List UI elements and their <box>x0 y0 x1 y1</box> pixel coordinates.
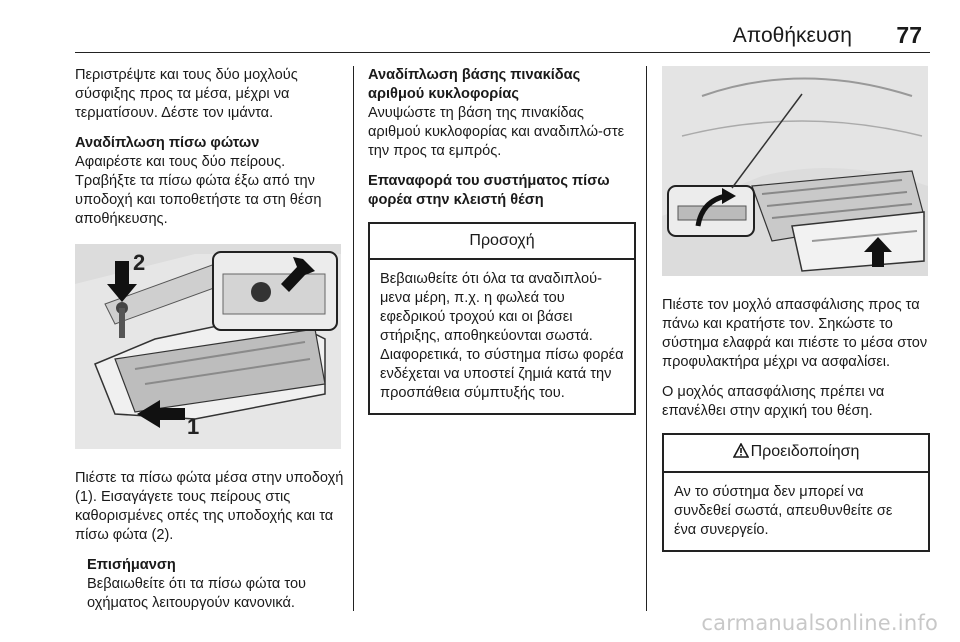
warning-triangle-icon <box>733 443 749 463</box>
column-1 <box>75 66 345 624</box>
paragraph: Πιέστε τον μοχλό απασφάλισης προς τα πάνω και κρατήστε τον. Σηκώστε το σύστημα ελαφρά και πιέστε το μέσα στον προφυλακτήρα μέχρι να ασφαλίσει. <box>662 297 928 370</box>
paragraph: Αφαιρέστε και τους δύο πείρους. Τραβήξτε τα πίσω φώτα έξω από την υποδοχή και τοποθετήστε τα στη θέση αποθήκευσης. <box>75 154 322 227</box>
intro-paragraph: Περιστρέψτε και τους δύο μοχλούς σύσφιξης προς τα μέσα, μέχρι να τερματίσουν. Δέστε τον ιμάντα. <box>75 67 298 121</box>
caution-text: Βεβαιωθείτε ότι όλα τα αναδιπλού-μενα μέρη, π.χ. η φωλεά του εφεδρικού τροχού και οι βάσει στήριξης, αποθηκεύονται σωστά. Διαφορετικά, το σύστημα πίσω φορέα ενδέχεται να υποστεί ζημιά κατά την προσπάθεια σύμπτυξής του. <box>380 271 624 401</box>
warning-title: Προειδοποίηση <box>750 443 860 460</box>
paragraph: Ο μοχλός απασφάλισης πρέπει να επανέλθει στην αρχική του θέση. <box>662 384 885 419</box>
caution-box <box>368 222 636 415</box>
note-title: Επισήμανση <box>87 557 176 573</box>
figure-callout-1: 1 <box>187 414 200 439</box>
figure-callout-2: 2 <box>133 250 146 275</box>
warning-header <box>664 435 928 473</box>
section-heading: Αναδίπλωση πίσω φώτων <box>75 135 260 151</box>
watermark: carmanualsonline.info <box>701 611 938 635</box>
caution-title: Προσοχή <box>370 224 634 260</box>
rear-carrier-figure <box>662 66 928 276</box>
section-heading: Αναδίπλωση βάσης πινακίδας αριθμού κυκλοφορίας <box>368 67 581 102</box>
page-title: Αποθήκευση <box>732 24 852 47</box>
column-2 <box>368 66 636 415</box>
paragraph: Ανυψώστε τη βάση της πινακίδας αριθμού κυκλοφορίας και αναδιπλώ-στε την προς τα εμπρός. <box>368 105 625 159</box>
paragraph: Πιέστε τα πίσω φώτα μέσα στην υποδοχή (1). Εισαγάγετε τους πείρους στις καθορισμένες οπές της υποδοχής και τα πίσω φώτα (2). <box>75 470 344 543</box>
note-text: Βεβαιωθείτε ότι τα πίσω φώτα του οχήματος λειτουργούν κανονικά. <box>87 576 307 611</box>
tail-light-figure <box>75 244 341 449</box>
page-header <box>75 22 930 53</box>
warning-box <box>662 433 930 552</box>
section-heading: Επαναφορά του συστήματος πίσω φορέα στην κλειστή θέση <box>368 173 610 208</box>
column-divider <box>353 66 354 611</box>
note-block <box>75 556 345 613</box>
page-number: 77 <box>896 22 922 48</box>
warning-text: Αν το σύστημα δεν μπορεί να συνδεθεί σωστά, απευθυνθείτε σε ένα συνεργείο. <box>674 484 893 538</box>
column-divider <box>646 66 647 611</box>
column-3 <box>662 66 930 552</box>
